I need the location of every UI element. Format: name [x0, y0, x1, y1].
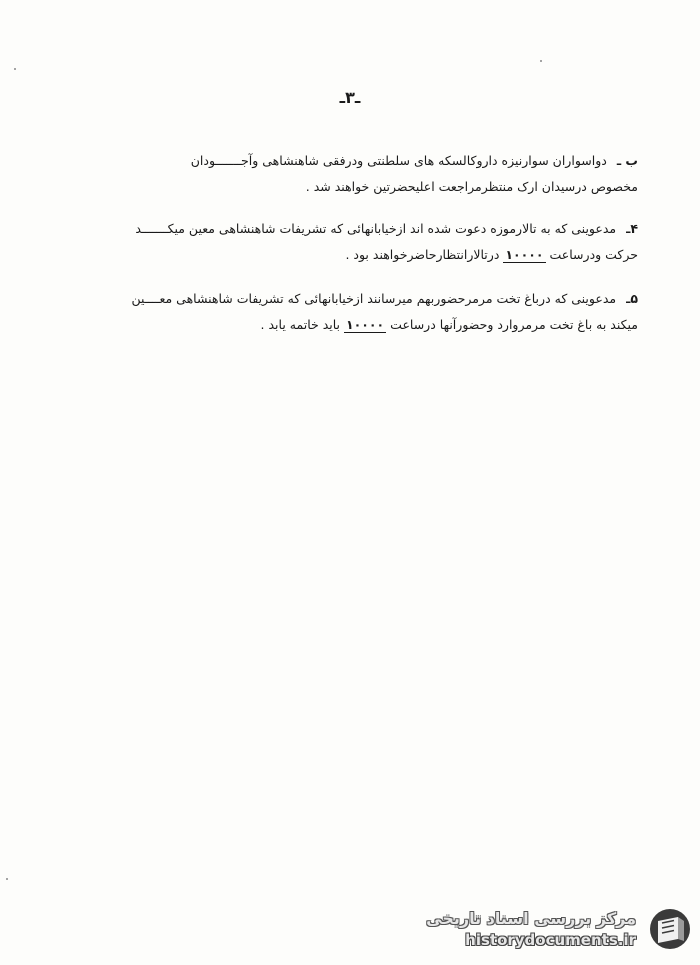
watermark-url: historydocuments.ir [465, 931, 636, 949]
paragraph-text: دواسواران سوارنیزه داروکالسکه های سلطنتی ودرفقی شاهنشاهی وآجـــــــودان [190, 153, 607, 168]
page-number: ـ۳ـ [339, 88, 361, 107]
watermark [402, 907, 692, 953]
paragraph-line [48, 174, 638, 200]
paragraph-text: درتالارانتظارحاضرخواهند بود . [345, 247, 500, 262]
paragraph-text: مخصوص درسیدان ارک منتظرمراجعت اعلیحضرتین خواهند شد . [305, 179, 638, 194]
item-marker: ۴ـ [626, 221, 638, 236]
item-marker: ب ـ [616, 153, 638, 168]
paragraph-text: میکند به باغ تخت مرمروارد وحضورآنها درساعت [390, 317, 638, 332]
paragraph-b [48, 148, 638, 200]
paper-speck [6, 878, 8, 880]
item-marker: ۵ـ [626, 291, 638, 306]
paragraph-text: مدعوینی که درباغ تخت مرمرحضوربهم میرسانند ازخیابانهائی که تشریفات شاهنشاهی معــــین [131, 291, 617, 306]
paragraph-text: مدعوینی که به تالارموزه دعوت شده اند ازخیابانهائی که تشریفات شاهنشاهی معین میکـــــــد [135, 221, 617, 236]
paragraph-line [48, 242, 638, 268]
paragraph-text: حرکت ودرساعت [549, 247, 638, 262]
paragraph-4 [48, 216, 638, 268]
paragraph-line [48, 286, 638, 312]
time-blank: ۱۰۰۰۰ [505, 247, 544, 262]
watermark-title: مرکز بررسی اسناد تاریخی [426, 909, 636, 928]
paragraph-text: باید خاتمه یابد . [260, 317, 341, 332]
paper-speck [14, 68, 16, 70]
paper-speck [540, 60, 542, 62]
paragraph-line [48, 312, 638, 338]
paragraph-5 [48, 286, 638, 338]
paragraph-line [48, 148, 638, 174]
time-blank: ۱۰۰۰۰ [346, 317, 385, 332]
paragraph-line [48, 216, 638, 242]
archive-logo-icon [648, 907, 692, 951]
